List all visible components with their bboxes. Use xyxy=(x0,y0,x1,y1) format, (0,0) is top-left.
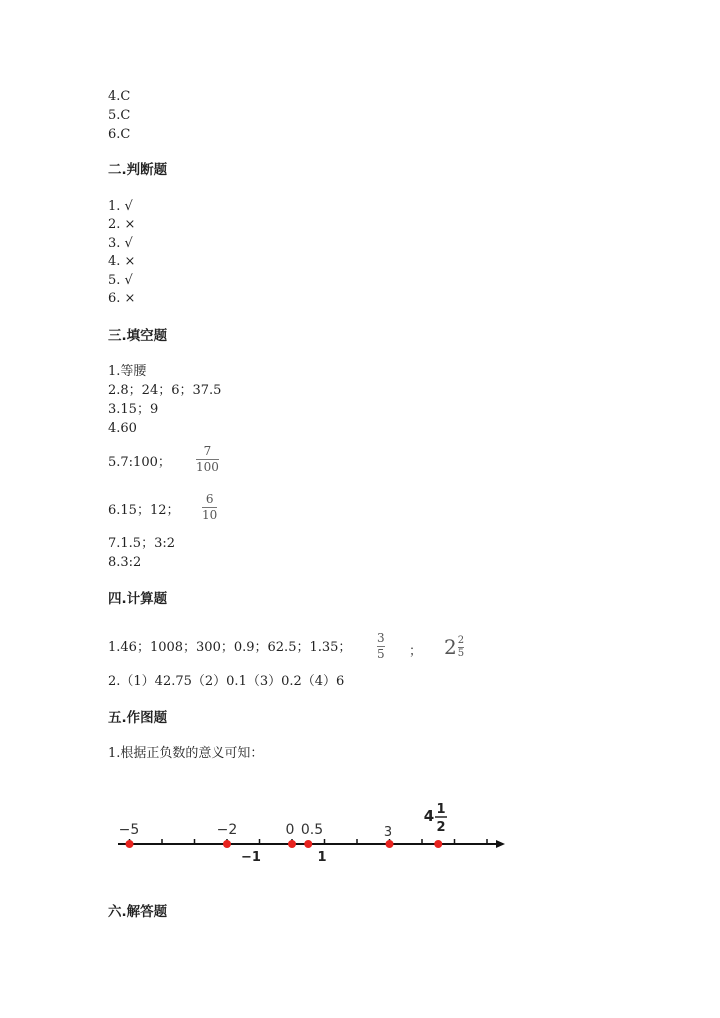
label-1: 1 xyxy=(317,850,327,865)
label-neg2: −2 xyxy=(216,822,238,838)
section-heading-fill-blank: 三.填空题 xyxy=(108,328,168,344)
fraction-denominator: 100 xyxy=(196,460,219,474)
fraction-numerator: 6 xyxy=(205,492,214,506)
marked-point xyxy=(223,840,231,848)
fraction-numerator: 7 xyxy=(203,444,212,458)
answer-4: 4.C xyxy=(108,89,131,104)
label-mixed-num: 1 xyxy=(436,802,446,817)
fraction-denominator: 10 xyxy=(202,508,218,522)
judgment-answer-1: 1. √ xyxy=(108,199,133,214)
label-0: 0 xyxy=(285,822,295,838)
fraction-numerator: 3 xyxy=(377,631,385,645)
label-3: 3 xyxy=(383,825,393,840)
marked-point xyxy=(386,840,394,848)
fill-answer-6: 6.15；12； xyxy=(108,503,180,518)
judgment-answer-6: 6. × xyxy=(108,291,136,306)
mixed-number-2-2-5 xyxy=(444,635,464,659)
section-heading-drawing: 五.作图题 xyxy=(108,710,168,726)
judgment-answer-5: 5. √ xyxy=(108,273,133,288)
marked-point xyxy=(304,840,312,848)
judgment-answer-4: 4. × xyxy=(108,254,136,269)
fill-answer-1: 1.等腰 xyxy=(108,364,147,379)
section-heading-judgment: 二.判断题 xyxy=(108,162,168,178)
section-heading-solution: 六.解答题 xyxy=(108,904,168,920)
fill-answer-4: 4.60 xyxy=(108,421,137,436)
mixed-whole: 2 xyxy=(444,635,457,659)
judgment-answer-3: 3. √ xyxy=(108,236,133,251)
answer-5: 5.C xyxy=(108,108,131,123)
label-0-5: 0.5 xyxy=(300,822,324,838)
mixed-fraction xyxy=(458,636,464,659)
label-neg1: −1 xyxy=(241,850,261,865)
fraction-numerator: 2 xyxy=(457,634,465,646)
label-mixed-den: 2 xyxy=(436,820,446,835)
calc-answer-1: 1.46；1008；300；0.9；62.5；1.35； xyxy=(108,640,352,655)
fraction-6-10 xyxy=(202,493,217,522)
fraction-denominator: 5 xyxy=(377,647,385,661)
fraction-denominator: 5 xyxy=(457,647,465,659)
fill-answer-3: 3.15；9 xyxy=(108,402,159,417)
answer-6: 6.C xyxy=(108,127,131,142)
fill-answer-7: 7.1.5；3:2 xyxy=(108,536,175,551)
marked-point xyxy=(126,840,134,848)
fill-answer-2: 2.8；24；6；37.5 xyxy=(108,383,222,398)
number-line-arrow xyxy=(496,840,505,848)
fraction-7-100 xyxy=(196,445,219,474)
fill-answer-5: 5.7:100； xyxy=(108,455,171,470)
marked-point xyxy=(288,840,296,848)
fill-answer-8: 8.3:2 xyxy=(108,555,142,570)
number-line xyxy=(0,790,720,910)
section-heading-calculation: 四.计算题 xyxy=(108,591,168,607)
marked-point xyxy=(434,840,442,848)
drawing-intro: 1.根据正负数的意义可知： xyxy=(108,746,264,761)
fraction-3-5 xyxy=(377,632,385,661)
calc-answer-2: 2.（1）42.75（2）0.1（3）0.2（4）6 xyxy=(108,674,345,689)
separator: ； xyxy=(409,644,423,659)
label-neg5: −5 xyxy=(118,822,140,838)
label-mixed-whole: 4 xyxy=(423,807,435,825)
judgment-answer-2: 2. × xyxy=(108,217,136,232)
